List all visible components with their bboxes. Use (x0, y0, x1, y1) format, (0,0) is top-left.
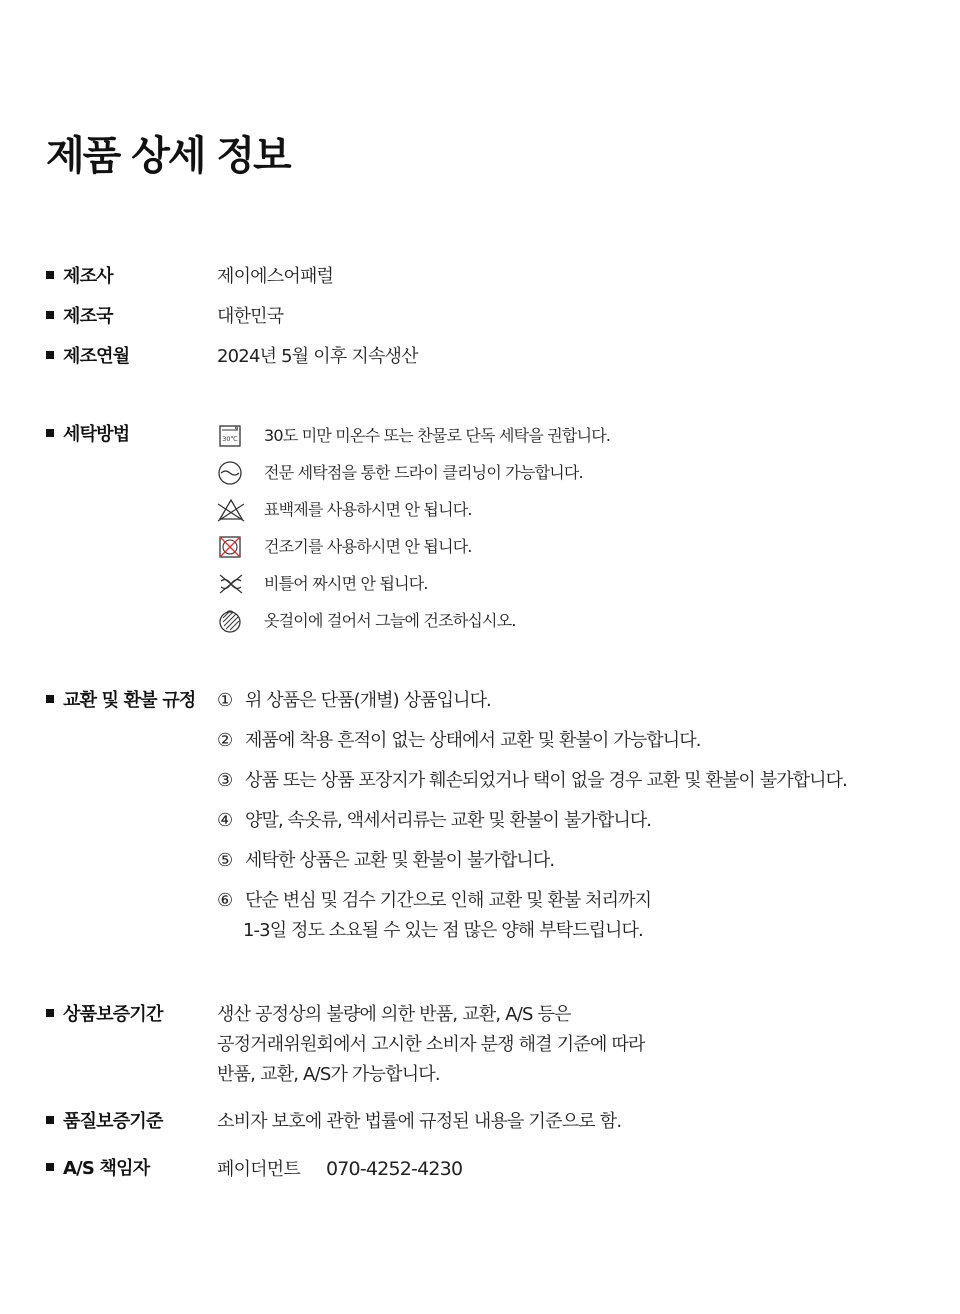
policy-item: ③ 상품 또는 상품 포장지가 훼손되었거나 택이 없을 경우 교환 및 환불이 불가합니다. (217, 770, 847, 791)
bullet-square (46, 1163, 54, 1171)
quality-value: 소비자 보호에 관한 법률에 규정된 내용을 기준으로 함. (217, 1111, 622, 1132)
no-bleach-icon (217, 497, 245, 523)
country-value: 대한민국 (217, 306, 284, 327)
care-text: 옷걸이에 걸어서 그늘에 건조하십시오. (264, 611, 516, 630)
bullet-square (46, 271, 54, 279)
bullet-square (46, 695, 54, 703)
policy-label: 교환 및 환불 규정 (46, 688, 196, 714)
svg-text:30℃: 30℃ (222, 435, 238, 443)
policy-item: ④ 양말, 속옷류, 액세서리류는 교환 및 환불이 불가합니다. (217, 810, 652, 831)
manufacture-date-value: 2024년 5월 이후 지속생산 (217, 346, 418, 367)
bullet-square (46, 429, 54, 437)
policy-item: ② 제품에 착용 흔적이 없는 상태에서 교환 및 환불이 가능합니다. (217, 730, 701, 751)
care-text: 건조기를 사용하시면 안 됩니다. (264, 537, 472, 556)
page-title: 제품 상세 정보 (46, 133, 290, 179)
maker-label: 제조사 (46, 264, 113, 290)
as-manager-name: 페이더먼트 (217, 1159, 300, 1180)
wash-30c-icon (217, 423, 243, 449)
care-text: 전문 세탁점을 통한 드라이 클리닝이 가능합니다. (264, 463, 583, 482)
warranty-label: 상품보증기간 (46, 1002, 163, 1028)
bullet-square (46, 1116, 54, 1124)
policy-item: ⑥ 단순 변심 및 검수 기간으로 인해 교환 및 환불 처리까지 1-3일 정도 소요될 수 있는 점 많은 양해 부탁드립니다. (217, 888, 651, 914)
bullet-square (46, 1009, 54, 1017)
no-tumble-dry-icon (217, 534, 243, 560)
as-manager-label: A/S 책임자 (46, 1156, 149, 1182)
policy-item: ⑤ 세탁한 상품은 교환 및 환불이 불가합니다. (217, 850, 555, 871)
care-label: 세탁방법 (46, 422, 129, 448)
bullet-square (46, 311, 54, 319)
care-text: 표백제를 사용하시면 안 됩니다. (264, 500, 472, 519)
maker-value: 제이에스어패럴 (217, 266, 334, 287)
dry-clean-icon (217, 460, 243, 486)
bullet-square (46, 351, 54, 359)
line-dry-shade-icon (217, 608, 245, 634)
policy-item-continuation: 1-3일 정도 소요될 수 있는 점 많은 양해 부탁드립니다. (243, 920, 643, 941)
no-wring-icon (217, 571, 245, 597)
care-text: 비틀어 짜시면 안 됩니다. (264, 574, 428, 593)
warranty-value: 생산 공정상의 불량에 의한 반품, 교환, A/S 등은 공정거래위원회에서 고시한 소비자 분쟁 해결 기준에 따라 반품, 교환, A/S가 가능합니다. (217, 1004, 645, 1085)
care-text: 30도 미만 미온수 또는 찬물로 단독 세탁을 권합니다. (264, 426, 611, 445)
policy-item: ① 위 상품은 단품(개별) 상품입니다. (217, 690, 491, 711)
manufacture-date-label: 제조연월 (46, 344, 129, 370)
as-manager-value (217, 1156, 462, 1183)
quality-label: 품질보증기준 (46, 1109, 163, 1135)
country-label: 제조국 (46, 304, 113, 330)
as-phone: 070-4252-4230 (325, 1158, 463, 1180)
